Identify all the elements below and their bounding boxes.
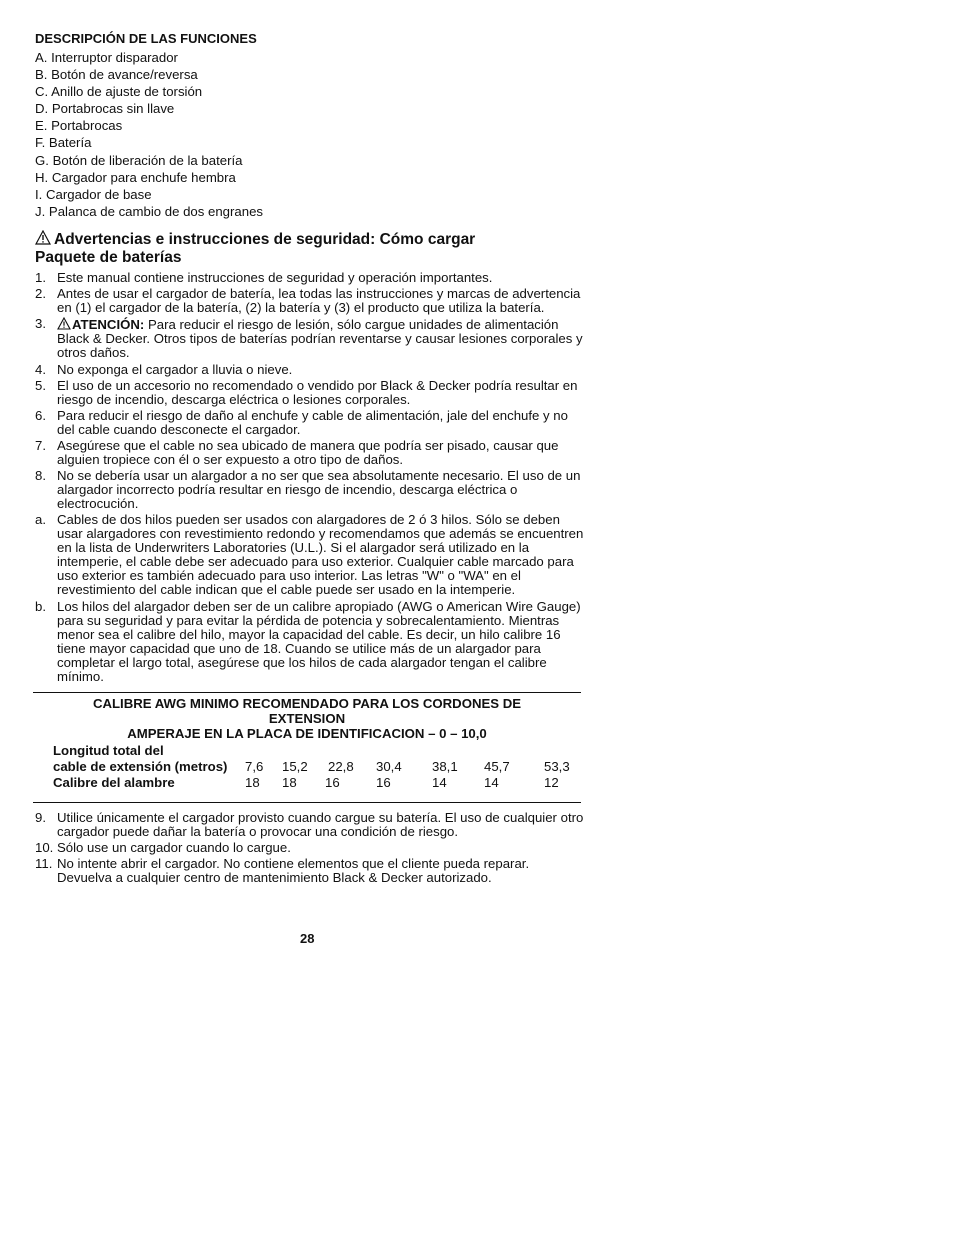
length-value: 15,2 — [282, 758, 308, 774]
length-value: 45,7 — [484, 758, 510, 774]
item-text: Para reducir el riesgo de lesión, sólo cargue unidades de alimentación Black & Decker. Otros tipos de baterías podrían reventarse y causar lesiones corporales y otros daños. — [57, 317, 583, 361]
list-item — [35, 469, 585, 511]
item-text: El uso de un accesorio no recomendado o vendido por Black & Decker podría resultar en riesgo de incendio, descarga eléctrica o lesiones corporales. — [57, 377, 578, 407]
gauge-value: 18 — [245, 774, 260, 790]
list-item — [35, 317, 585, 360]
part-item: H. Cargador para enchufe hembra — [35, 169, 236, 185]
part-item: G. Botón de liberación de la batería — [35, 152, 243, 168]
table-row — [33, 743, 581, 759]
list-item — [35, 439, 585, 467]
part-item: B. Botón de avance/reversa — [35, 67, 198, 83]
more-items-list — [35, 811, 585, 885]
gauge-label: Calibre del alambre — [53, 774, 175, 790]
warning-triangle-icon — [57, 317, 71, 330]
item-text: No exponga el cargador a lluvia o nieve. — [57, 361, 293, 377]
item-number: 2. — [35, 286, 46, 302]
part-item: I. Cargador de base — [35, 186, 152, 202]
length-value: 30,4 — [376, 758, 402, 774]
length-value: 38,1 — [432, 758, 458, 774]
item-number: 6. — [35, 407, 46, 423]
list-item — [35, 409, 585, 437]
warning-triangle-icon — [35, 230, 51, 245]
safety-section-title — [35, 230, 585, 267]
item-number: 5. — [35, 377, 46, 393]
list-item — [35, 271, 585, 285]
functions-heading: DESCRIPCIÓN DE LAS FUNCIONES — [35, 31, 257, 46]
gauge-value: 12 — [544, 774, 559, 790]
length-label-1: Longitud total del — [53, 742, 164, 758]
item-text: Antes de usar el cargador de batería, lea todas las instrucciones y marcas de advertencia en (1) el cargador de la batería, (2) la batería y (3) el producto que utiliza la batería. — [57, 286, 581, 316]
table-row — [33, 775, 581, 791]
part-item: F. Batería — [35, 135, 92, 151]
list-item — [35, 363, 585, 377]
part-item: J. Palanca de cambio de dos engranes — [35, 203, 263, 219]
table-row — [33, 759, 581, 775]
length-label-2: cable de extensión (metros) — [53, 758, 228, 774]
item-number: 10. — [35, 839, 54, 855]
item-number: 7. — [35, 438, 46, 454]
length-value: 22,8 — [328, 758, 354, 774]
item-text: Sólo use un cargador cuando lo cargue. — [57, 839, 291, 855]
item-number: 9. — [35, 809, 46, 825]
item-text: Asegúrese que el cable no sea ubicado de manera que podría ser pisado, causar que alguien tropiece con él o ser expuesto a otro tipo de daños. — [57, 438, 559, 468]
table-title-line2: EXTENSION — [268, 710, 346, 726]
gauge-value: 14 — [484, 774, 499, 790]
part-item: C. Anillo de ajuste de torsión — [35, 84, 203, 100]
item-number: b. — [35, 598, 46, 614]
length-value: 53,3 — [544, 758, 570, 774]
table-title-line1: CALIBRE AWG MINIMO RECOMENDADO PARA LOS CORDONES DE — [92, 695, 522, 711]
safety-list — [35, 271, 585, 684]
item-text: No se debería usar un alargador a no ser que sea absolutamente necesario. El uso de un alargador incorrecto podría resultar en riesgo de incendio, descarga eléctrica o electrocución. — [57, 468, 581, 512]
length-value: 7,6 — [245, 758, 264, 774]
safety-title-line1: Advertencias e instrucciones de seguridad: Cómo cargar — [54, 230, 476, 248]
awg-table — [33, 692, 581, 803]
safety-title-line2: Paquete de baterías — [35, 248, 182, 266]
attention-label: ATENCIÓN: — [72, 317, 145, 333]
item-text: Cables de dos hilos pueden ser usados con alargadores de 2 ó 3 hilos. Sólo se deben usar alargadores con revestimiento redondo y recomendamos que además se encuentren en la lista de Underwriters Laboratories (U.L.). Si el alargador será utilizado en la intemperie, el cable debe ser adecuado para uso exterior. Cualquier cable marcado para uso exterior es también adecuado para uso interior. Las letras "W" o "WA" en el revestimiento del cable indican que el cable puede ser usado en la intemperie. — [57, 512, 584, 598]
item-number: 4. — [35, 361, 46, 377]
table-title-line3: AMPERAJE EN LA PLACA DE IDENTIFICACION – 0 – 10,0 — [127, 725, 487, 741]
item-text: Este manual contiene instrucciones de seguridad y operación importantes. — [57, 269, 493, 285]
gauge-value: 16 — [376, 774, 391, 790]
item-number: 3. — [35, 316, 46, 332]
gauge-value: 16 — [325, 774, 340, 790]
list-item — [35, 857, 585, 885]
list-item — [35, 287, 585, 315]
gauge-value: 18 — [282, 774, 297, 790]
item-text: Para reducir el riesgo de daño al enchufe y cable de alimentación, jale del enchufe y no del cable cuando desconecte el cargador. — [57, 407, 568, 437]
part-item: E. Portabrocas — [35, 118, 123, 134]
list-item — [35, 811, 585, 839]
list-item — [35, 841, 585, 855]
page-number: 28 — [300, 931, 315, 946]
part-item: A. Interruptor disparador — [35, 50, 178, 65]
item-text: Utilice únicamente el cargador provisto cuando cargue su batería. El uso de cualquier otro cargador puede dañar la batería o provocar una condición de riesgo. — [57, 809, 584, 839]
list-item — [35, 379, 585, 407]
item-text: No intente abrir el cargador. No contiene elementos que el cliente pueda reparar. Devuelva a cualquier centro de mantenimiento Black & Decker autorizado. — [57, 856, 530, 885]
list-item — [35, 513, 585, 597]
gauge-value: 14 — [432, 774, 447, 790]
item-number: 8. — [35, 468, 46, 484]
item-number: a. — [35, 512, 46, 528]
list-item — [35, 600, 585, 684]
parts-list — [35, 49, 585, 220]
item-number: 11. — [35, 856, 53, 871]
document-column — [35, 31, 585, 887]
item-text: Los hilos del alargador deben ser de un calibre apropiado (AWG o American Wire Gauge) para su seguridad y para evitar la pérdida de potencia y sobrecalentamiento. Mientras menor sea el calibre del hilo, mayor la capacidad del cable. Es decir, un hilo calibre 16 tiene mayor capacidad que uno de 18. Cuando se utilice más de un alargador para completar el largo total, asegúrese que los hilos de cada alargador tengan el calibre mínimo. — [57, 598, 581, 684]
item-number: 1. — [35, 269, 46, 285]
part-item: D. Portabrocas sin llave — [35, 101, 175, 117]
